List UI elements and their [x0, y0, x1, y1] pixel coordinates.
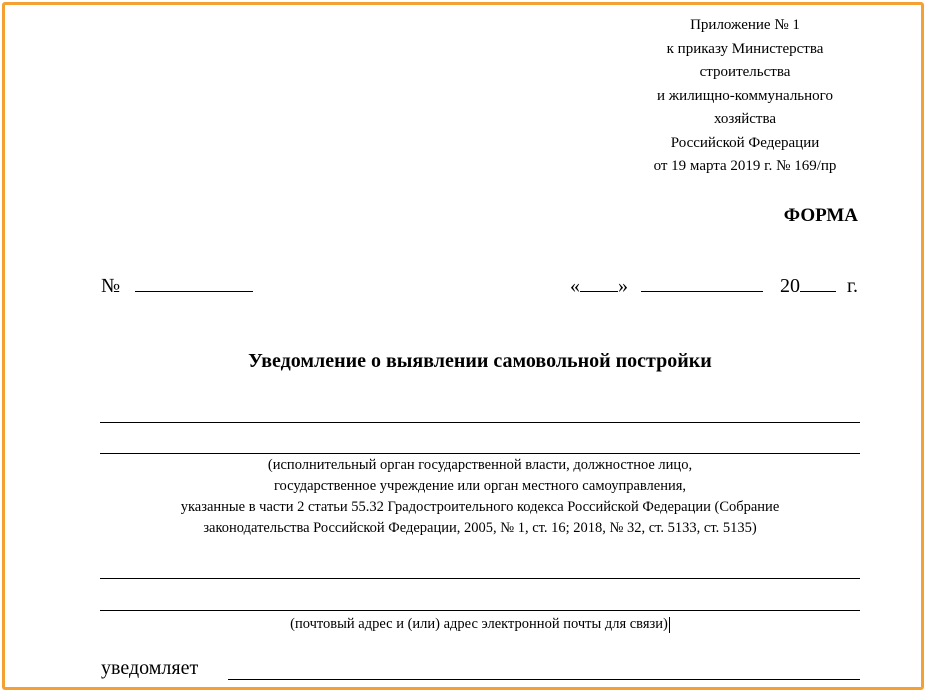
- header-line: строительства: [699, 64, 791, 80]
- caption-line: государственное учреждение или орган местного самоуправления,: [273, 478, 687, 494]
- document-number-field[interactable]: [135, 271, 253, 292]
- date-open-quote: «: [570, 275, 581, 297]
- appendix-header: [600, 14, 890, 179]
- header-line: Российской Федерации: [670, 134, 820, 151]
- address-caption: [100, 614, 860, 635]
- caption-line: указанные в части 2 статьи 55.32 Градостроительного кодекса Российской Федерации (Собрание: [180, 499, 780, 515]
- address-line-2[interactable]: [100, 610, 860, 611]
- number-symbol: №: [101, 275, 121, 297]
- document-title: Уведомление о выявлении самовольной постройки: [248, 350, 712, 372]
- authority-line-1[interactable]: [100, 422, 860, 423]
- form-label: ФОРМА: [783, 205, 858, 226]
- year-prefix: 20: [780, 275, 801, 297]
- header-line: Приложение № 1: [690, 17, 800, 33]
- date-close-quote: »: [618, 275, 629, 297]
- year-suffix: г.: [847, 275, 858, 297]
- authority-line-2[interactable]: [100, 453, 860, 454]
- caption-line: законодательства Российской Федерации, 2005, № 1, ст. 16; 2018, № 32, ст. 5133, ст. 5135): [203, 520, 757, 536]
- header-line: хозяйства: [713, 111, 777, 127]
- address-caption-text: (почтовый адрес и (или) адрес электронной почты для связи): [290, 616, 668, 632]
- document-number-row: [101, 271, 253, 300]
- header-line: и жилищно-коммунального: [657, 87, 833, 104]
- date-row: [570, 271, 858, 300]
- caption-line: (исполнительный орган государственной власти, должностное лицо,: [267, 457, 693, 473]
- notifies-label: уведомляет: [101, 657, 199, 679]
- address-line-1[interactable]: [100, 578, 860, 579]
- notifies-field[interactable]: [228, 679, 860, 680]
- year-field[interactable]: [800, 271, 836, 292]
- text-cursor: [669, 617, 670, 633]
- authority-caption: [100, 455, 860, 539]
- month-field[interactable]: [641, 271, 763, 292]
- header-line: от 19 марта 2019 г. № 169/пр: [653, 158, 837, 174]
- header-line: к приказу Министерства: [666, 40, 824, 57]
- day-field[interactable]: [580, 271, 618, 292]
